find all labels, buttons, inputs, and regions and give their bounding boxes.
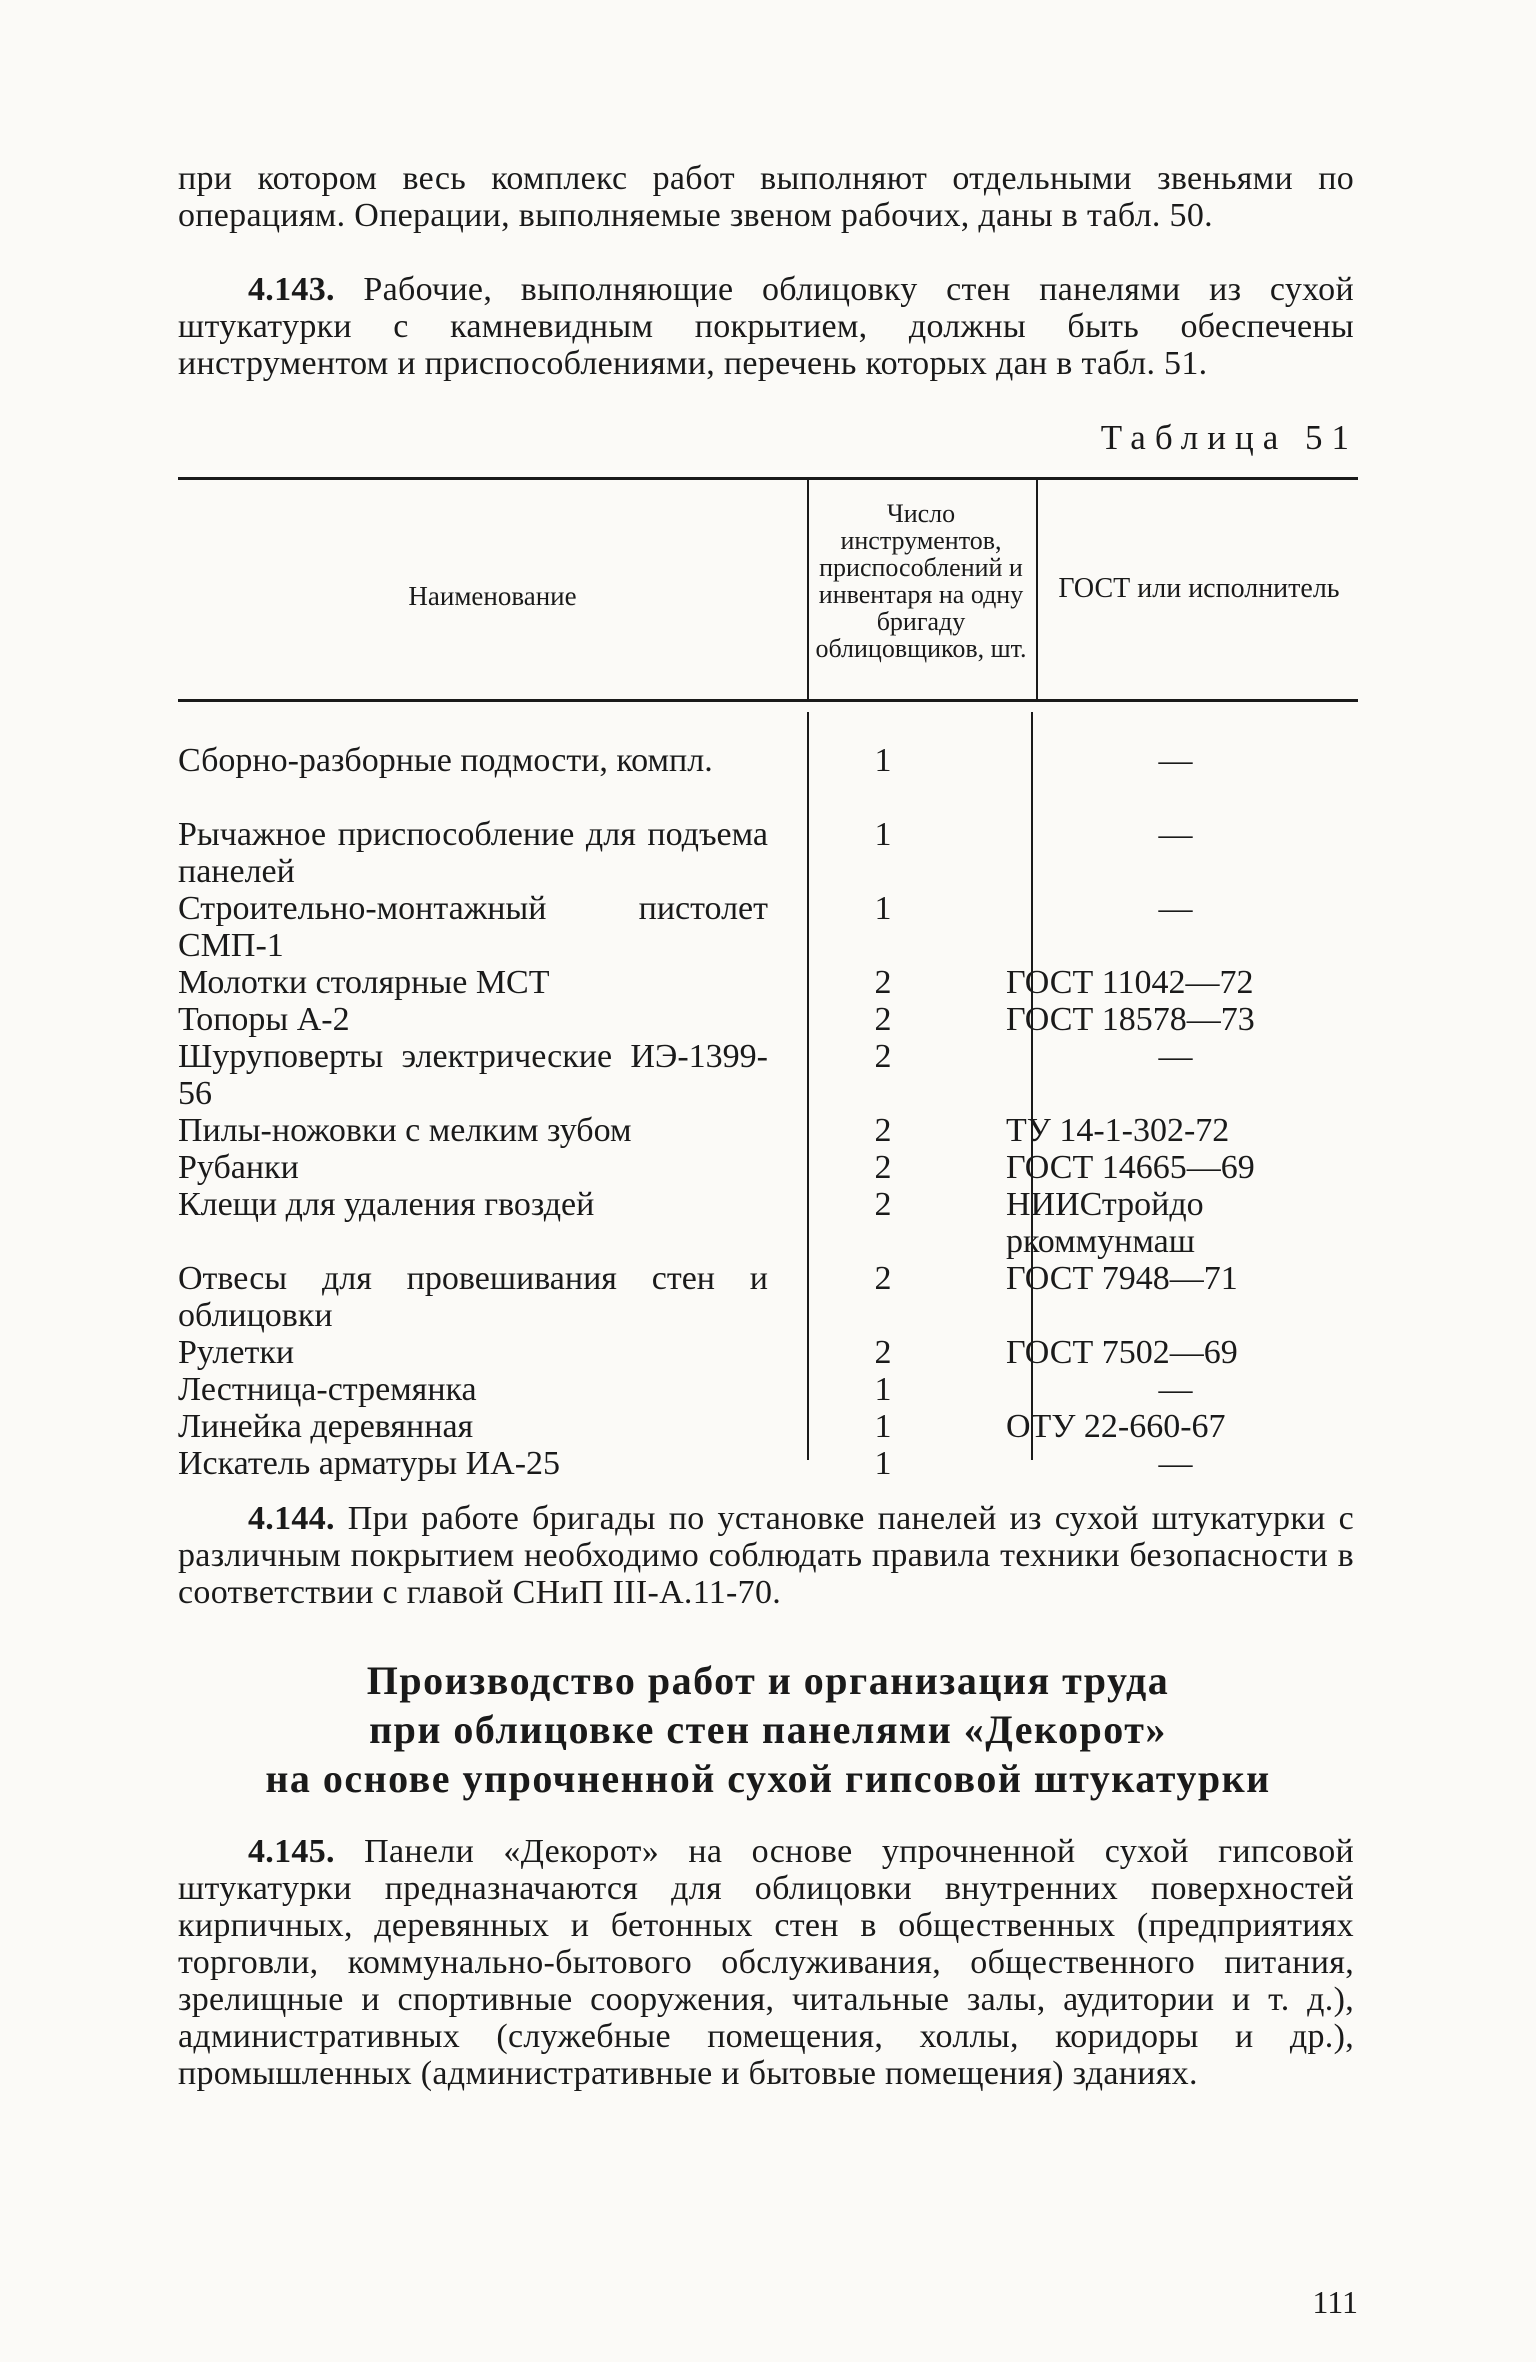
cell-count: 1 — [874, 742, 892, 779]
table-body — [178, 742, 1358, 1482]
cell-gost: ГОСТ 7502—69 — [1006, 1334, 1238, 1371]
table-title: Таблица 51 — [1100, 418, 1358, 457]
table-row — [178, 742, 1358, 816]
cell-name: Топоры А-2 — [178, 1001, 350, 1038]
cell-gost: — — [1158, 742, 1193, 779]
cell-name: Сборно-разборные подмости, компл. — [178, 742, 713, 779]
table-row — [178, 964, 1358, 1001]
cell-gost: — — [1158, 1371, 1193, 1408]
table-row — [178, 1371, 1358, 1408]
cell-gost: ОТУ 22-660-67 — [1006, 1408, 1226, 1445]
cell-name: Шуруповерты электрические ИЭ-1399-56 — [178, 1038, 768, 1112]
heading-line-3: на основе упрочненной сухой гипсовой штукатурки — [265, 1756, 1271, 1801]
paragraph-text: Рабочие, выполняющие облицовку стен панелями из сухой штукатурки с камневидным покрытием, должны быть обеспечены инструментом и приспособлениями, перечень которых дан в табл. 51. — [178, 271, 1354, 382]
cell-count: 1 — [874, 890, 892, 927]
cell-count: 1 — [874, 816, 892, 853]
paragraph-number: 4.145. — [248, 1833, 335, 1870]
cell-count: 1 — [874, 1445, 892, 1482]
cell-name: Отвесы для провешивания стен и облицовки — [178, 1260, 768, 1334]
table-row — [178, 890, 1358, 964]
cell-gost: ГОСТ 11042—72 — [1006, 964, 1254, 1001]
cell-name: Рулетки — [178, 1334, 295, 1371]
cell-count: 2 — [874, 1001, 892, 1038]
cell-count: 2 — [874, 1334, 892, 1371]
table-row — [178, 1408, 1358, 1445]
cell-name: Линейка деревянная — [178, 1408, 474, 1445]
table-row — [178, 1001, 1358, 1038]
cell-count: 2 — [874, 1149, 892, 1186]
cell-gost: ГОСТ 14665—69 — [1006, 1149, 1255, 1186]
paragraph-4-144 — [178, 1500, 1354, 1611]
table-header-rule — [178, 699, 1358, 702]
cell-name: Рычажное приспособление для подъема панелей — [178, 816, 768, 890]
cell-count: 2 — [874, 1038, 892, 1075]
cell-name: Рубанки — [178, 1149, 299, 1186]
section-heading — [178, 1656, 1358, 1803]
heading-line-1: Производство работ и организация труда — [366, 1658, 1170, 1703]
table-row — [178, 1038, 1358, 1112]
cell-count: 2 — [874, 1260, 892, 1297]
table-row — [178, 1445, 1358, 1482]
cell-count: 2 — [874, 964, 892, 1001]
table-row — [178, 816, 1358, 890]
cell-name: Молотки столярные МСТ — [178, 964, 550, 1001]
cell-gost: ТУ 14-1-302-72 — [1006, 1112, 1230, 1149]
paragraph-4-143 — [178, 271, 1354, 382]
cell-gost: — — [1158, 816, 1193, 853]
cell-gost: НИИСтройдоркоммунмаш — [1006, 1186, 1204, 1260]
intro-text: при котором весь комплекс работ выполняют отдельными звеньями по операциям. Операции, выполняемые звеном рабочих, даны в табл. 50. — [178, 160, 1354, 234]
cell-gost: — — [1158, 1038, 1193, 1075]
cell-count: 1 — [874, 1371, 892, 1408]
cell-gost: ГОСТ 7948—71 — [1006, 1260, 1238, 1297]
table-vline-2-header — [1036, 480, 1038, 699]
table-row — [178, 1260, 1358, 1334]
cell-name: Пилы-ножовки с мелким зубом — [178, 1112, 632, 1149]
table-row — [178, 1186, 1358, 1260]
cell-count: 2 — [874, 1186, 892, 1223]
cell-name: Строительно-монтажный пистолет СМП-1 — [178, 890, 768, 964]
table-row — [178, 1149, 1358, 1186]
header-name: Наименование — [408, 581, 577, 611]
table-row — [178, 1112, 1358, 1149]
page-number: 111 — [1312, 2284, 1358, 2320]
table-vline-1-header — [807, 480, 809, 699]
table-row — [178, 1334, 1358, 1371]
cell-gost: — — [1158, 1445, 1193, 1482]
cell-count: 2 — [874, 1112, 892, 1149]
paragraph-number: 4.144. — [248, 1500, 335, 1537]
cell-name: Клещи для удаления гвоздей — [178, 1186, 595, 1223]
cell-name: Лестница-стремянка — [178, 1371, 477, 1408]
paragraph-number: 4.143. — [248, 271, 335, 308]
paragraph-text: Панели «Декорот» на основе упрочненной сухой гипсовой штукатурки предназначаются для облицовки внутренних поверхностей кирпичных, деревянных и бетонных стен в общественных (предприятиях торговли, коммунально-бытового обслуживания, общественного питания, зрелищные и спортивные сооружения, читальные залы, аудитории и т. д.), административных (служебные помещения, холлы, коридоры и др.), промышленных (административные и бытовые помещения) зданиях. — [178, 1833, 1354, 2092]
cell-gost: — — [1158, 890, 1193, 927]
header-gost: ГОСТ или исполнитель — [1058, 573, 1340, 604]
heading-line-2: при облицовке стен панелями «Декорот» — [369, 1707, 1167, 1752]
intro-paragraph — [178, 160, 1354, 234]
paragraph-text: При работе бригады по установке панелей из сухой штукатурки с различным покрытием необходимо соблюдать правила техники безопасности в соответствии с главой СНиП III-А.11-70. — [178, 1500, 1354, 1611]
header-count: Число инструментов, приспособлений и инвентаря на одну бригаду облицовщиков, шт. — [815, 499, 1027, 663]
cell-name: Искатель арматуры ИА-25 — [178, 1445, 561, 1482]
cell-count: 1 — [874, 1408, 892, 1445]
cell-gost: ГОСТ 18578—73 — [1006, 1001, 1255, 1038]
paragraph-4-145 — [178, 1833, 1354, 2092]
table-top-rule — [178, 477, 1358, 480]
